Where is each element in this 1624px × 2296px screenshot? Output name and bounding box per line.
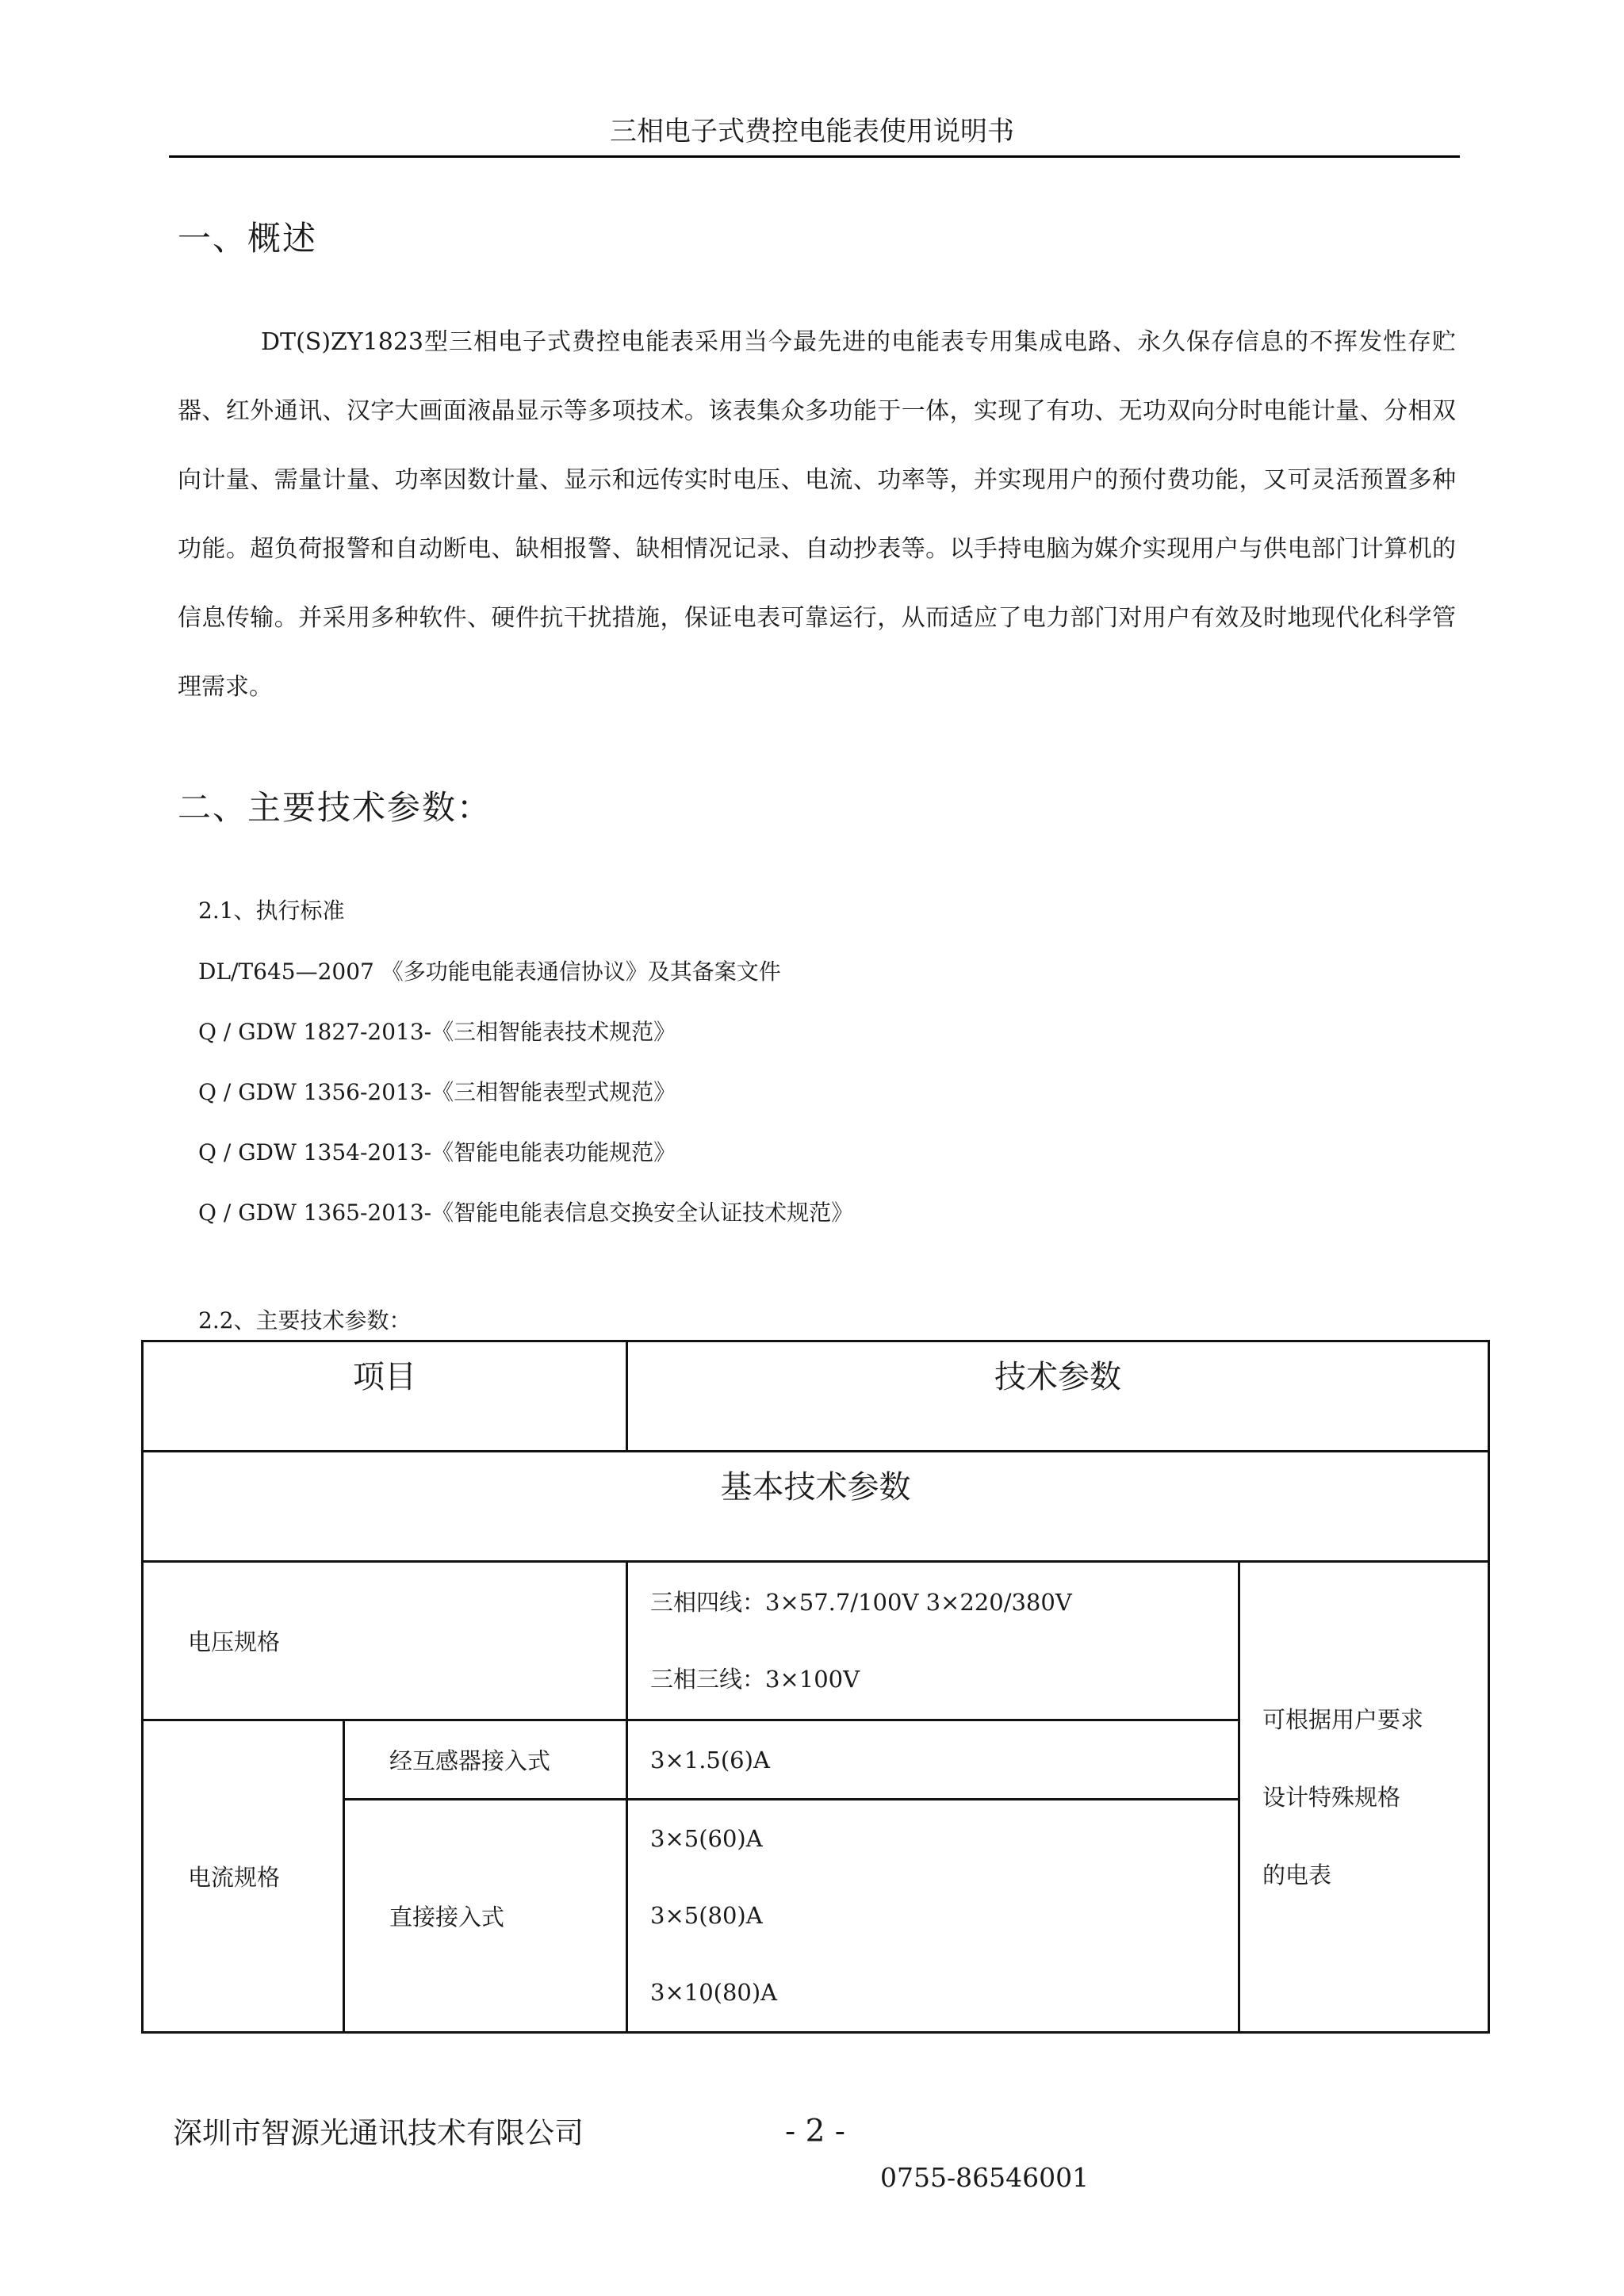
direct-value: 3×5(80)A (650, 1902, 763, 1929)
standard-item: DL/T645—2007 《多功能电能表通信协议》及其备案文件 (198, 959, 781, 985)
voltage-three-wire: 三相三线：3×100V (650, 1665, 860, 1693)
voltage-values (627, 1562, 1239, 1720)
column-header-item: 项目 (143, 1341, 627, 1452)
note-line: 设计特殊规格 (1262, 1783, 1401, 1811)
spec-table (141, 1340, 1490, 2034)
overview-paragraph (178, 308, 1456, 721)
current-label: 电流规格 (143, 1720, 344, 2033)
column-header-param: 技术参数 (627, 1341, 1489, 1452)
direct-connection-values (627, 1800, 1239, 2033)
footer-company: 深圳市智源光通讯技术有限公司 (173, 2116, 584, 2150)
standard-item: Q / GDW 1827-2013-《三相智能表技术规范》 (198, 1019, 676, 1045)
page-header-title: 三相电子式费控电能表使用说明书 (610, 116, 1014, 147)
direct-connection-label: 直接接入式 (344, 1800, 627, 2033)
voltage-label: 电压规格 (143, 1562, 627, 1720)
section-basic-params: 基本技术参数 (143, 1452, 1489, 1562)
section-heading-overview: 一、概述 (178, 219, 318, 258)
standard-item: Q / GDW 1354-2013-《智能电能表功能规范》 (198, 1139, 676, 1165)
standards-label: 2.1、执行标准 (198, 897, 345, 924)
table-row-voltage (143, 1562, 1489, 1720)
header-divider (169, 155, 1460, 158)
note-line: 的电表 (1262, 1861, 1332, 1888)
note-line: 可根据用户要求 (1262, 1705, 1424, 1733)
params-label: 2.2、主要技术参数： (198, 1307, 412, 1334)
standards-list (198, 942, 853, 1243)
voltage-four-wire: 三相四线：3×57.7/100V 3×220/380V (650, 1588, 1072, 1616)
footer-phone: 0755-86546001 (880, 2162, 1090, 2193)
table-section-row (143, 1452, 1489, 1562)
direct-value: 3×10(80)A (650, 1979, 778, 2006)
table-header-row (143, 1341, 1489, 1452)
ct-connection-label: 经互感器接入式 (344, 1720, 627, 1800)
standard-item: Q / GDW 1365-2013-《智能电能表信息交换安全认证技术规范》 (198, 1200, 854, 1226)
ct-connection-value: 3×1.5(6)A (627, 1720, 1239, 1800)
standard-item: Q / GDW 1356-2013-《三相智能表型式规范》 (198, 1079, 676, 1105)
overview-text: DT(S)ZY1823型三相电子式费控电能表采用当今最先进的电能表专用集成电路、永久保存信息的不挥发性存贮器、红外通讯、汉字大画面液晶显示等多项技术。该表集众多功能于一体，实现了有功、无功双向分时电能计量、分相双向计量、需量计量、功率因数计量、显示和远传实时电压、电流、功率等，并实现用户的预付费功能，又可灵活预置多种功能。超负荷报警和自动断电、缺相报警、缺相情况记录、自动抄表等。以手持电脑为媒介实现用户与供电部门计算机的信息传输。并采用多种软件、硬件抗干扰措施，保证电表可靠运行，从而适应了电力部门对用户有效及时地现代化科学管理需求。 (178, 328, 1456, 701)
custom-spec-note (1239, 1562, 1489, 2033)
page-number: - 2 - (785, 2114, 845, 2149)
direct-value: 3×5(60)A (650, 1825, 763, 1852)
section-heading-params: 二、主要技术参数： (178, 788, 492, 827)
